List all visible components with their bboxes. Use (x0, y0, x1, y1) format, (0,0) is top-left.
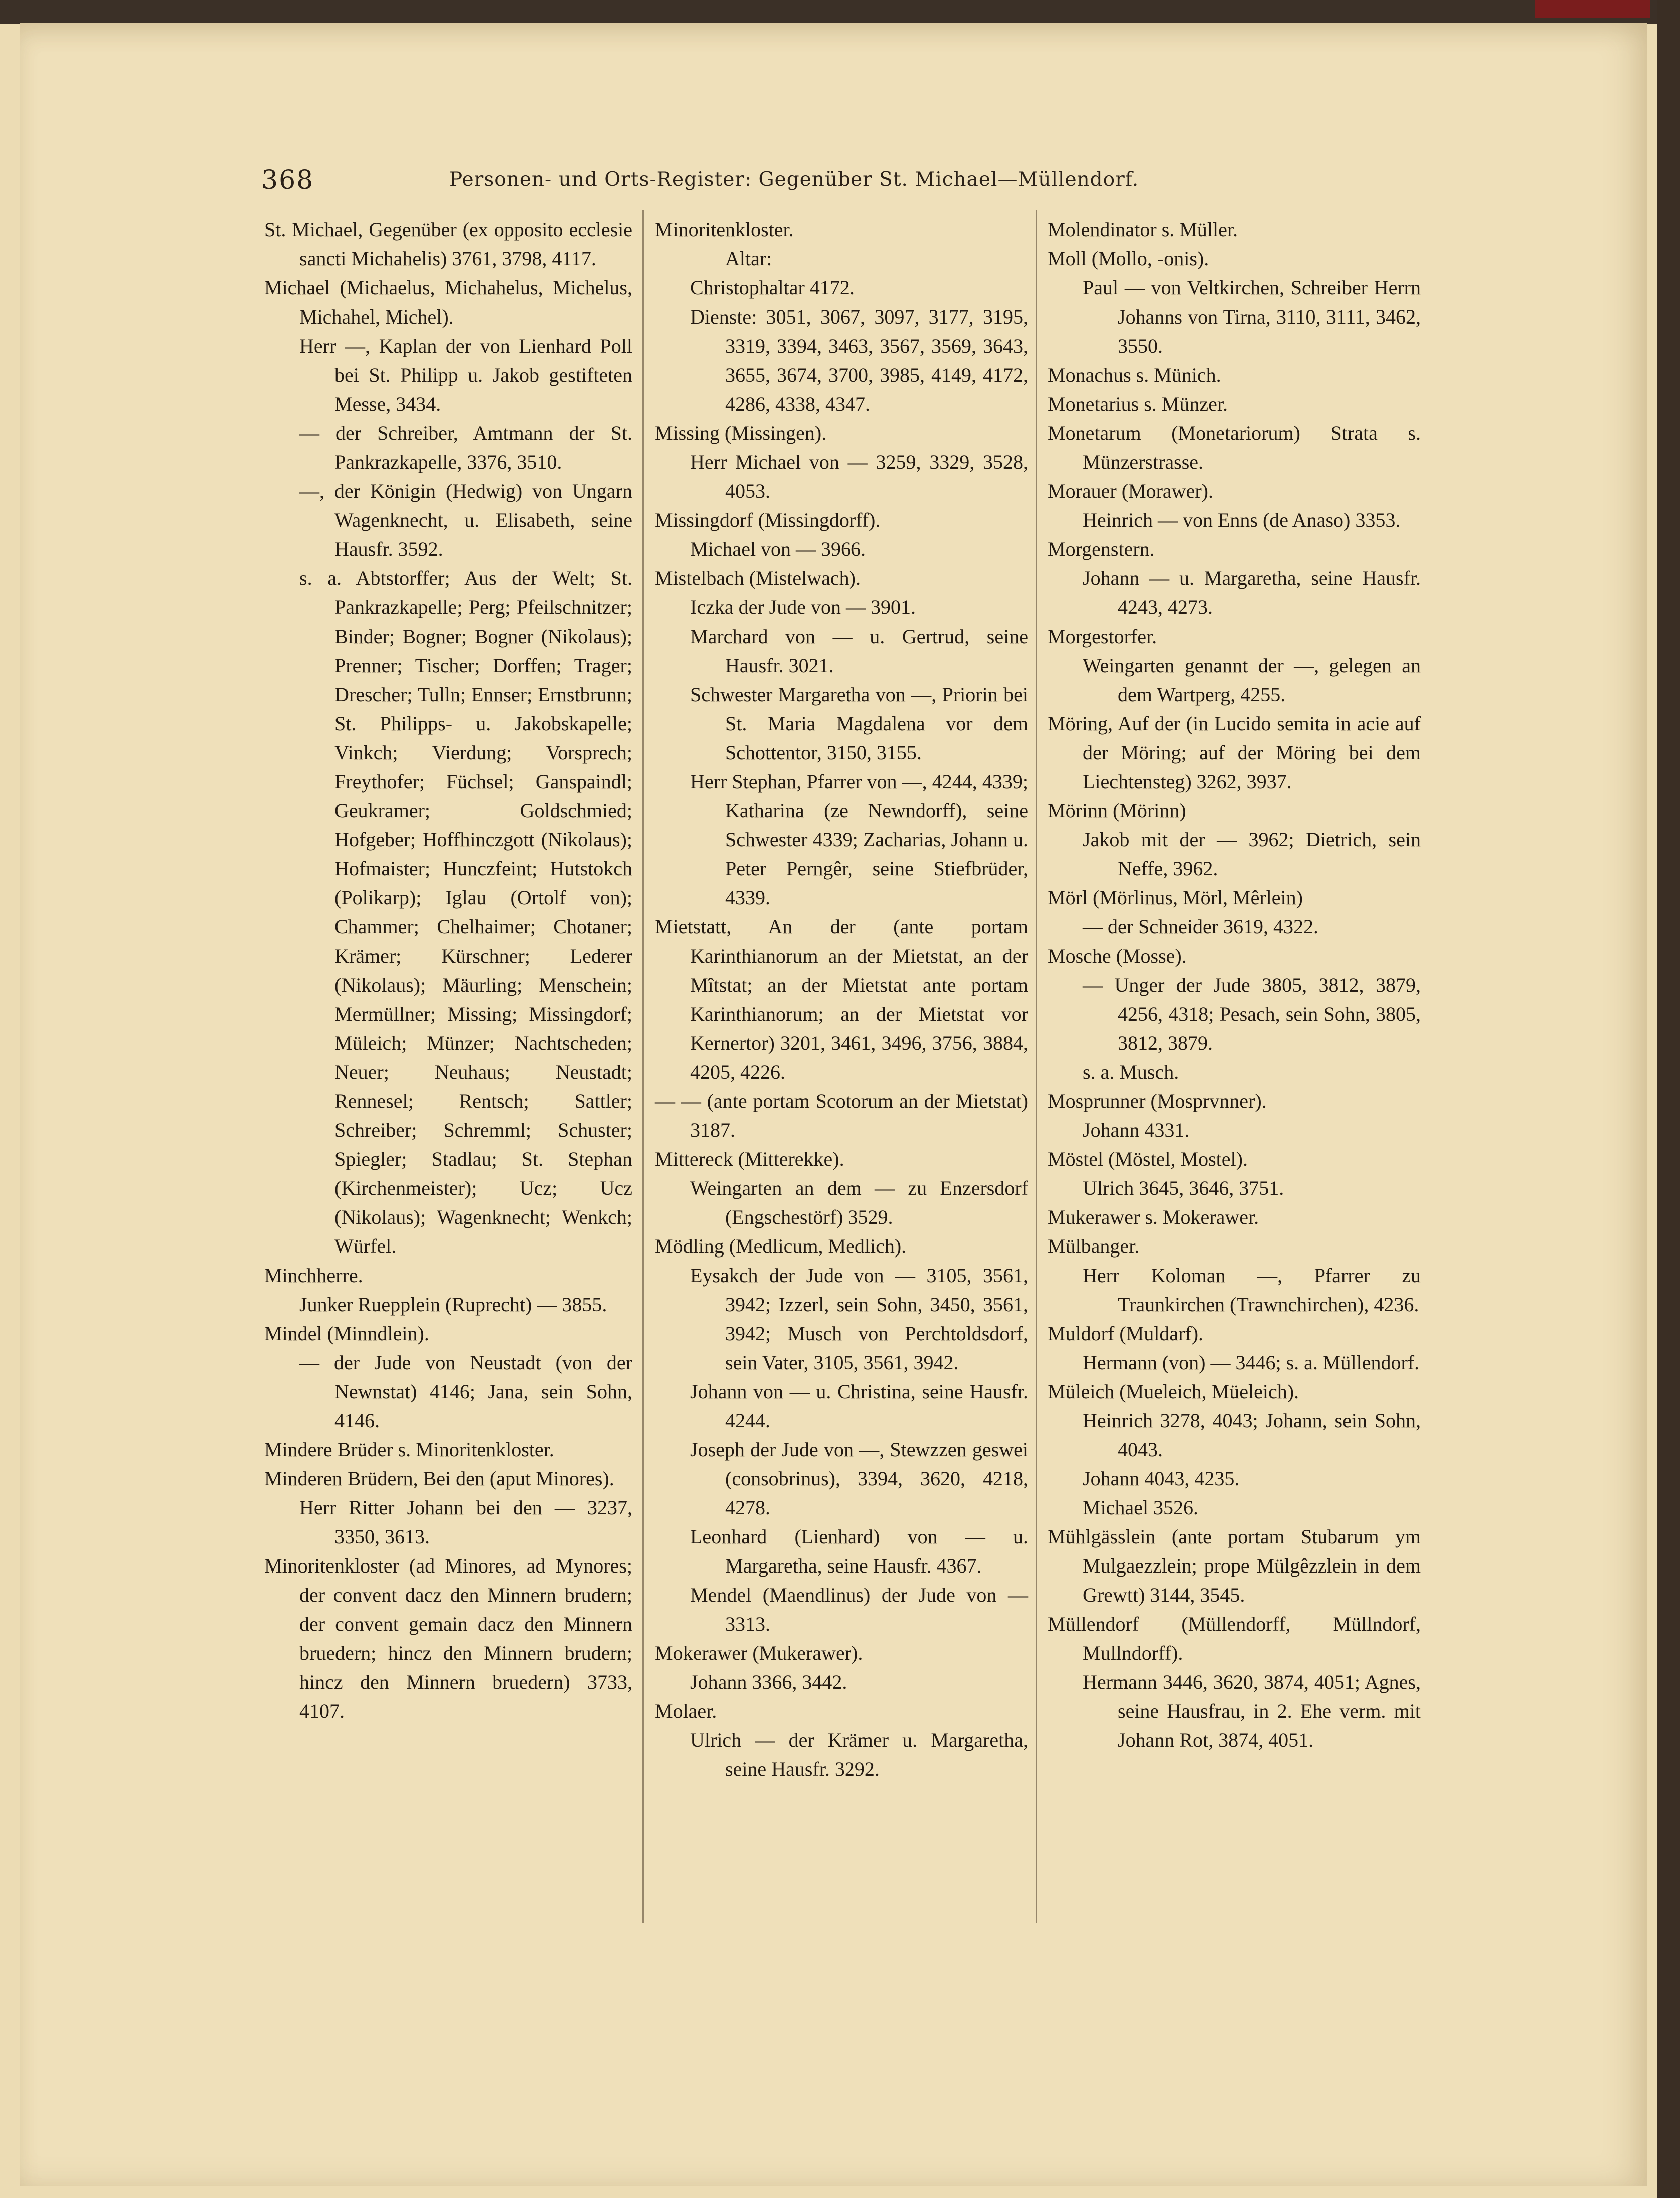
index-entry: Michael von — 3966. (690, 538, 866, 560)
index-entry: Mukerawer s. Mokerawer. (1048, 1206, 1259, 1228)
index-entry: Monetarius s. Münzer. (1048, 393, 1228, 415)
index-entry: Missing (Missingen). (655, 422, 827, 444)
index-entry: Morgestorfer. (1048, 625, 1157, 648)
index-entry: Hermann 3446, 3620, 3874, 4051; Agnes, seine Hausfrau, in 2. Ehe verm. mit Johann Rot, 3874, 4051. (1083, 1671, 1421, 1751)
index-entry: Jakob mit der — 3962; Dietrich, sein Neffe, 3962. (1083, 828, 1421, 880)
index-entry: —, der Königin (Hedwig) von Ungarn Wagenknecht, u. Elisabeth, seine Hausfr. 3592. (299, 480, 632, 560)
index-entry: St. Michael, Gegenüber (ex opposito ecclesie sancti Michahelis) 3761, 3798, 4117. (264, 218, 632, 270)
index-entry: Hermann (von) — 3446; s. a. Müllendorf. (1083, 1351, 1420, 1374)
index-entry: Mindel (Minndlein). (264, 1322, 429, 1345)
index-entry: Schwester Margaretha von —, Priorin bei St. Maria Magdalena vor dem Schottentor, 3150, 3155. (690, 683, 1028, 764)
index-entry: Mokerawer (Mukerawer). (655, 1642, 863, 1664)
bookmark-ribbon (1535, 0, 1650, 18)
index-entry: Morauer (Morawer). (1048, 480, 1213, 502)
index-entry: Mörinn (Mörinn) (1048, 799, 1186, 822)
index-entry: Altar: (725, 247, 772, 270)
index-entry: Mindere Brüder s. Minoritenkloster. (264, 1438, 554, 1461)
index-entry: Michael (Michaelus, Michahelus, Michelus, Michahel, Michel). (264, 276, 632, 328)
index-entry: Ulrich 3645, 3646, 3751. (1083, 1177, 1284, 1199)
index-entry: Leonhard (Lienhard) von — u. Margaretha, seine Hausfr. 4367. (690, 1525, 1028, 1577)
index-entry: Junker Ruepplein (Ruprecht) — 3855. (299, 1293, 607, 1316)
index-column-1 (264, 215, 632, 1726)
index-entry: Johann von — u. Christina, seine Hausfr. 4244. (690, 1380, 1028, 1432)
index-entry: Johann 4043, 4235. (1083, 1467, 1240, 1490)
index-entry: Minderen Brüdern, Bei den (aput Minores). (264, 1467, 614, 1490)
index-column-2 (655, 215, 1028, 1784)
index-entry: Weingarten genannt der —, gelegen an dem Wartperg, 4255. (1083, 654, 1421, 706)
index-entry: Mosprunner (Mosprvnner). (1048, 1090, 1267, 1112)
index-entry: Mietstatt, An der (ante portam Karinthianorum an der Mietstat, an der Mîtstat; an der Mietstat ante portam Karinthianorum; an der Mietstat vor Kernertor) 3201, 3461, 3496, 3756, 3884, 4205, 4226. (655, 915, 1028, 1083)
index-entry: Möstel (Möstel, Mostel). (1048, 1148, 1248, 1170)
index-entry: Minoritenkloster (ad Minores, ad Mynores; der convent dacz den Minnern brudern; der convent gemain dacz den Minnern bruedern; hincz den Minnern brudern; hincz den Minnern bruedern) 3733, 4107. (264, 1554, 632, 1722)
index-entry: Heinrich — von Enns (de Anaso) 3353. (1083, 509, 1401, 531)
index-entry: Paul — von Veltkirchen, Schreiber Herrn Johanns von Tirna, 3110, 3111, 3462, 3550. (1083, 276, 1421, 357)
index-entry: — der Schreiber, Amtmann der St. Pankrazkapelle, 3376, 3510. (299, 422, 632, 473)
scan-border-right (1657, 0, 1680, 2198)
page-header (261, 165, 1613, 200)
index-entry: Müllendorf (Müllendorff, Müllndorf, Mullndorff). (1048, 1613, 1421, 1664)
running-head: Personen- und Orts-Register: Gegenüber St. Michael—Müllendorf. (449, 168, 1139, 191)
index-entry: Christophaltar 4172. (690, 276, 855, 299)
index-entry: Herr Koloman —, Pfarrer zu Traunkirchen (Trawnchirchen), 4236. (1083, 1264, 1421, 1316)
index-entry: Johann 4331. (1083, 1119, 1190, 1141)
index-entry: Mistelbach (Mistelwach). (655, 567, 861, 589)
index-entry: Mühlgässlein (ante portam Stubarum ym Mulgaezzlein; prope Mülgêzzlein in dem Grewtt) 3144, 3545. (1048, 1525, 1421, 1606)
index-entry: Dienste: 3051, 3067, 3097, 3177, 3195, 3319, 3394, 3463, 3567, 3569, 3643, 3655, 3674, 3700, 3985, 4149, 4172, 4286, 4338, 4347. (690, 305, 1028, 415)
index-entry: — Unger der Jude 3805, 3812, 3879, 4256, 4318; Pesach, sein Sohn, 3805, 3812, 3879. (1083, 974, 1421, 1054)
index-entry: Herr —, Kaplan der von Lienhard Poll bei St. Philipp u. Jakob gestifteten Messe, 3434. (299, 335, 632, 415)
index-entry: Mittereck (Mitterekke). (655, 1148, 844, 1170)
index-entry: Minoritenkloster. (655, 218, 794, 241)
index-column-3 (1048, 215, 1421, 1755)
index-entry: — der Jude von Neustadt (von der Newnstat) 4146; Jana, sein Sohn, 4146. (299, 1351, 632, 1432)
column-rule (1036, 210, 1037, 1923)
index-entry: Weingarten an dem — zu Enzersdorf (Engschestörf) 3529. (690, 1177, 1028, 1228)
index-entry: Mörl (Mörlinus, Mörl, Mêrlein) (1048, 886, 1303, 909)
index-entry: Eysakch der Jude von — 3105, 3561, 3942; Izzerl, sein Sohn, 3450, 3561, 3942; Musch von Perchtoldsdorf, sein Vater, 3105, 3561, 3942. (690, 1264, 1028, 1374)
column-rule (642, 210, 644, 1923)
index-entry: Mosche (Mosse). (1048, 945, 1187, 967)
index-entry: Michael 3526. (1083, 1496, 1199, 1519)
index-entry: Heinrich 3278, 4043; Johann, sein Sohn, 4043. (1083, 1409, 1421, 1461)
index-entry: Moll (Mollo, -onis). (1048, 247, 1209, 270)
index-entry: Möring, Auf der (in Lucido semita in acie auf der Möring; auf der Möring bei dem Liechtensteg) 3262, 3937. (1048, 712, 1421, 793)
index-entry: Iczka der Jude von — 3901. (690, 596, 916, 618)
index-entry: Molaer. (655, 1700, 717, 1722)
index-entry: s. a. Abtstorffer; Aus der Welt; St. Pankrazkapelle; Perg; Pfeilschnitzer; Binder; Bogner; Bogner (Nikolaus); Prenner; Tischer; Dorffen; Trager; Drescher; Tulln; Ennser; Ernstbrunn; St. Philipps- u. Jakobskapelle; Vinkch; Vierdung; Vorsprech; Freythofer; Füchsel; Ganspaindl; Geukramer; Goldschmied; Hofgeber; Hoffhinczgott (Nikolaus); Hofmaister; Hunczfeint; Hutstokch (Polikarp); Iglau (Ortolf von); Chammer; Chelhaimer; Chotaner; Krämer; Kürschner; Lederer (Nikolaus); Mäurling; Menschein; Mermüllner; Missing; Missingdorf; Müleich; Münzer; Nachtscheden; Neuer; Neuhaus; Neustadt; Rennesel; Rentsch; Sattler; Schreiber; Schremml; Schuster; Spiegler; Stadlau; St. Stephan (Kirchenmeister); Ucz; Ucz (Nikolaus); Wagenknecht; Wenkch; Würfel. (299, 567, 632, 1258)
index-entry: Muldorf (Muldarf). (1048, 1322, 1204, 1345)
index-entry: Minchherre. (264, 1264, 363, 1287)
index-entry: — — (ante portam Scotorum an der Mietstat) 3187. (655, 1090, 1028, 1141)
index-entry: Joseph der Jude von —, Stewzzen geswei (consobrinus), 3394, 3620, 4218, 4278. (690, 1438, 1028, 1519)
index-entry: Mendel (Maendlinus) der Jude von — 3313. (690, 1584, 1028, 1635)
index-entry: Missingdorf (Missingdorff). (655, 509, 881, 531)
index-entry: Mülbanger. (1048, 1235, 1140, 1258)
index-entry: s. a. Musch. (1083, 1061, 1179, 1083)
index-entry: Herr Ritter Johann bei den — 3237, 3350, 3613. (299, 1496, 632, 1548)
index-entry: Monachus s. Münich. (1048, 364, 1221, 386)
index-entry: Mödling (Medlicum, Medlich). (655, 1235, 907, 1258)
index-entry: Molendinator s. Müller. (1048, 218, 1238, 241)
scan-border-top (0, 0, 1680, 24)
index-entry: Johann — u. Margaretha, seine Hausfr. 4243, 4273. (1083, 567, 1421, 618)
index-entry: Herr Michael von — 3259, 3329, 3528, 4053. (690, 451, 1028, 502)
index-entry: — der Schneider 3619, 4322. (1083, 915, 1319, 938)
index-entry: Herr Stephan, Pfarrer von —, 4244, 4339; Katharina (ze Newndorff), seine Schwester 4339; Zacharias, Johann u. Peter Perngêr, seine Stiefbrüder, 4339. (690, 770, 1028, 909)
index-entry: Ulrich — der Krämer u. Margaretha, seine Hausfr. 3292. (690, 1729, 1028, 1780)
page-number: 368 (261, 165, 314, 195)
index-entry: Morgenstern. (1048, 538, 1155, 560)
index-entry: Monetarum (Monetariorum) Strata s. Münzerstrasse. (1048, 422, 1421, 473)
index-entry: Johann 3366, 3442. (690, 1671, 847, 1693)
index-entry: Marchard von — u. Gertrud, seine Hausfr. 3021. (690, 625, 1028, 677)
index-entry: Müleich (Mueleich, Müeleich). (1048, 1380, 1299, 1403)
